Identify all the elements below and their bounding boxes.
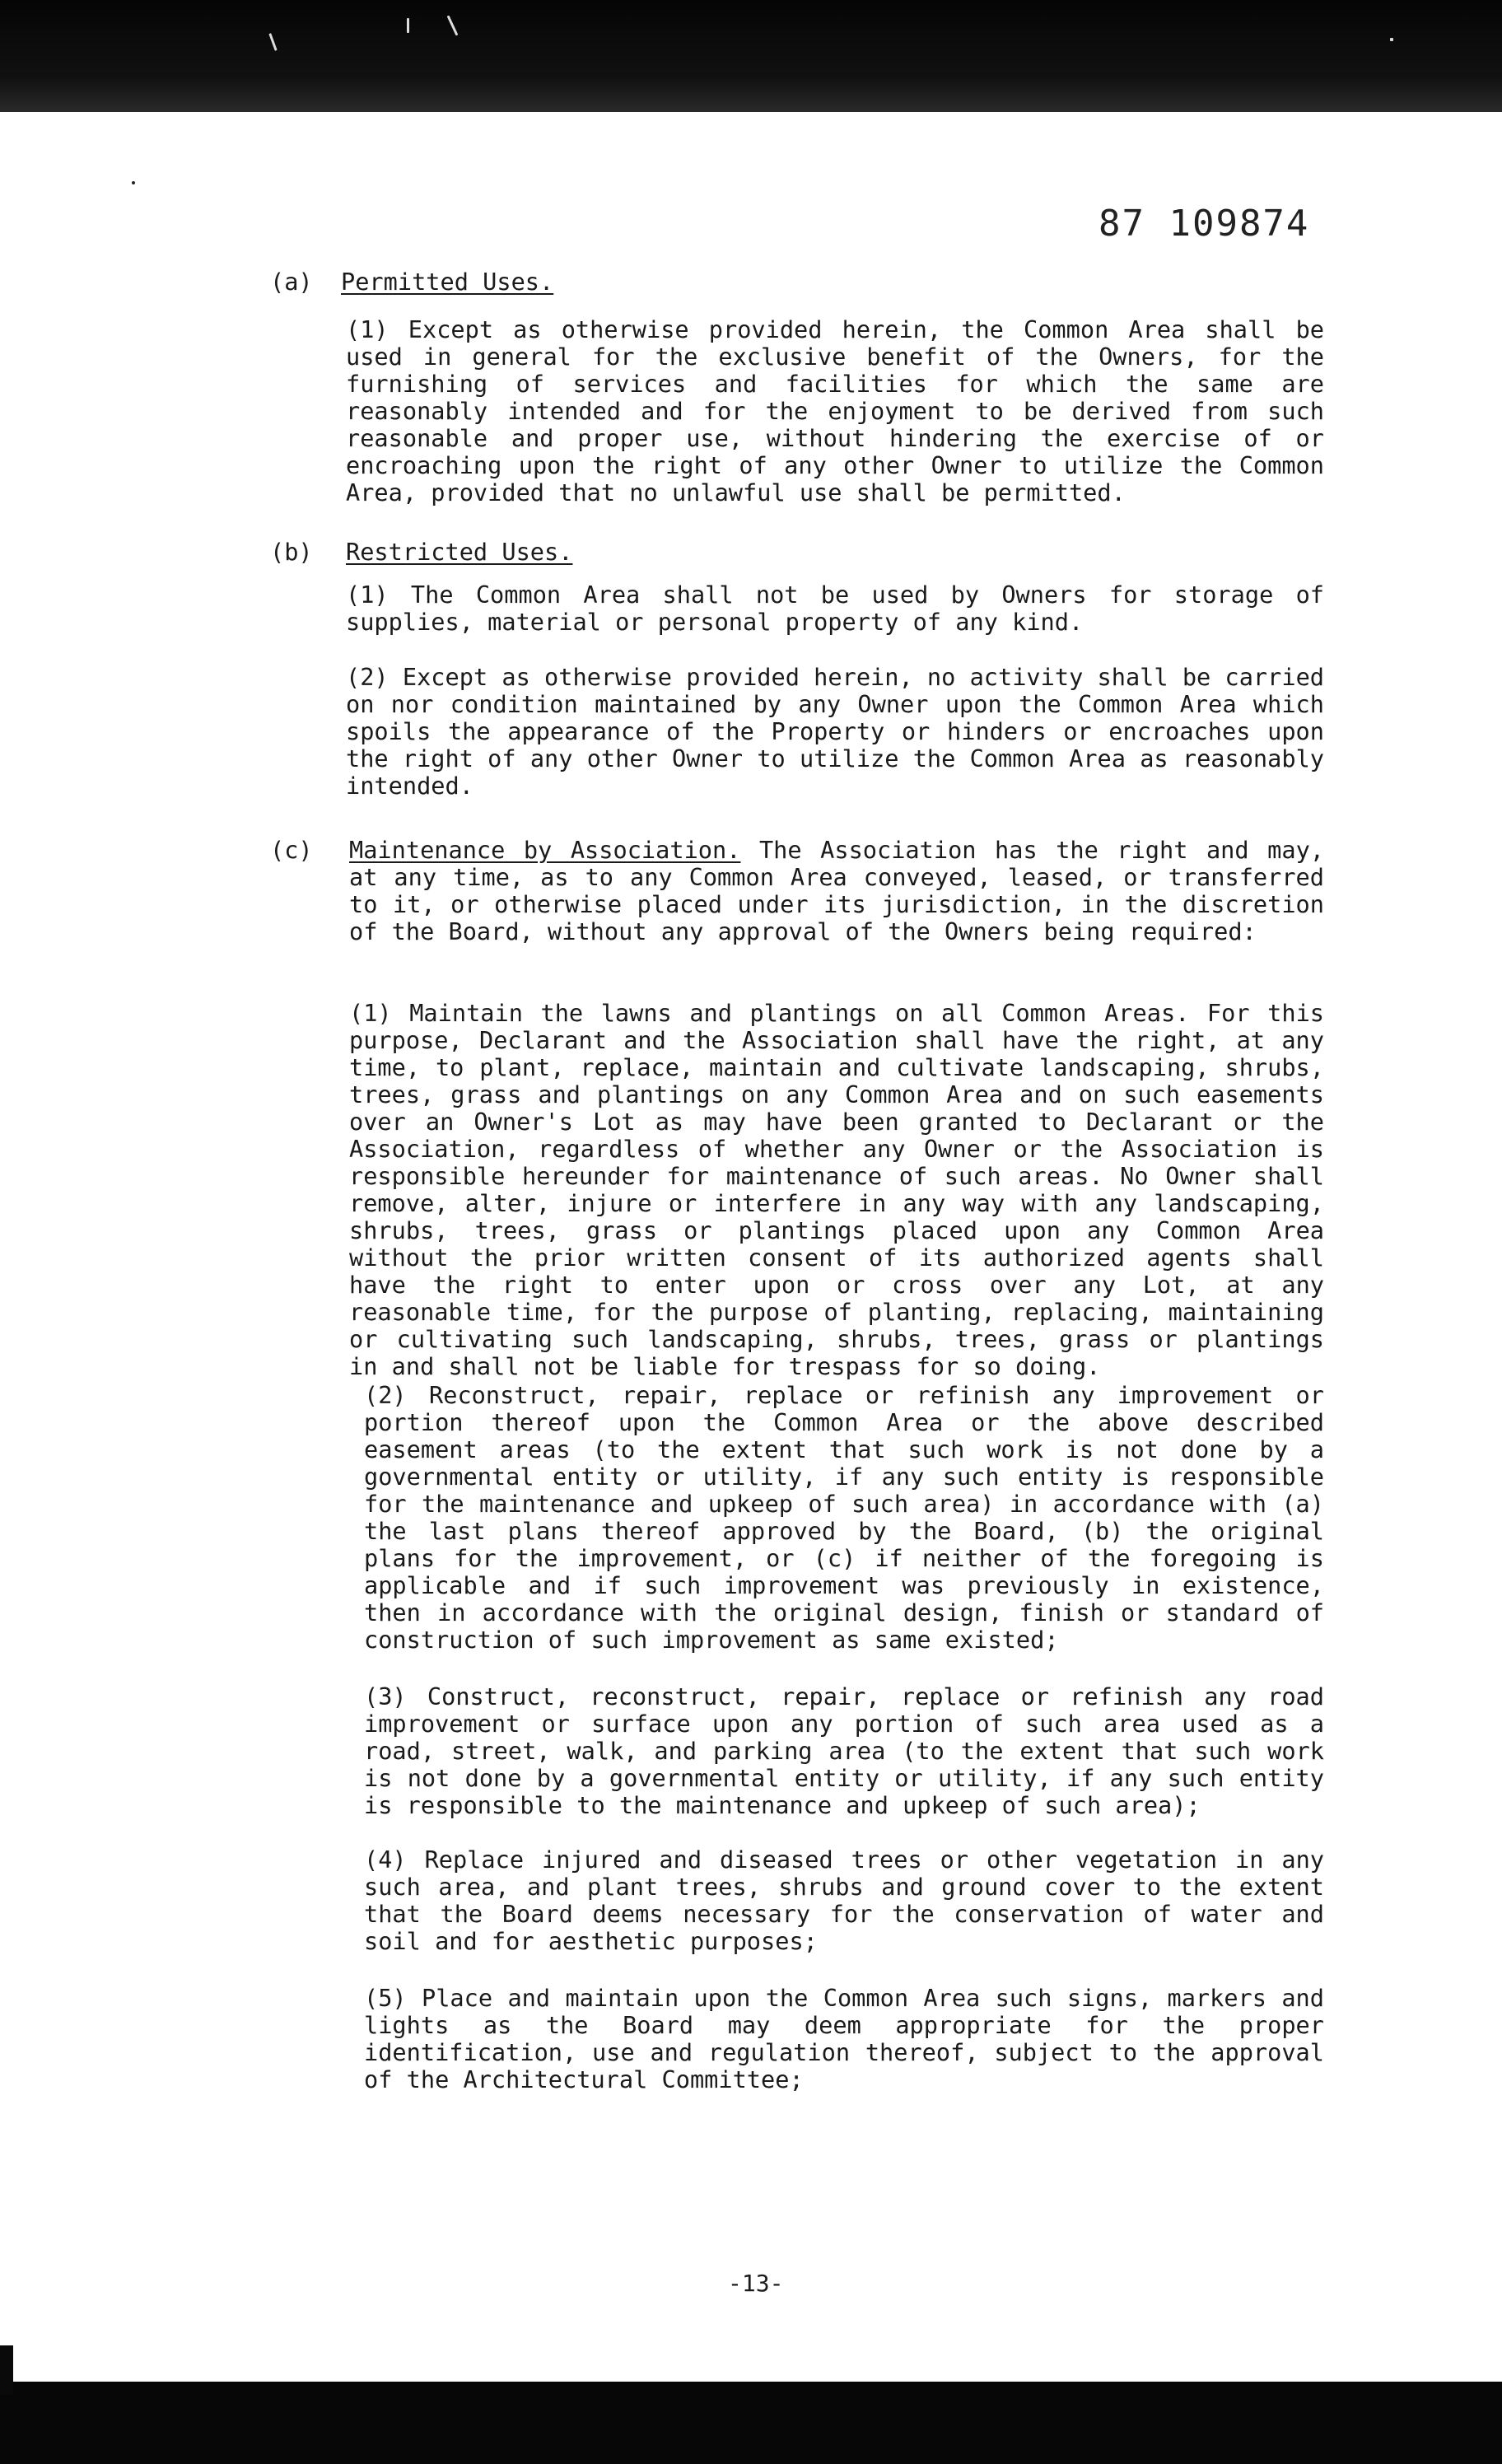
section-intro: The Association has the right and may, at any time, as to any Common Area conveyed, leased, or transferred to it, or otherwise placed under its jurisdiction, in the discretion of the Board, without any approval of the Owners being required:	[349, 836, 1324, 945]
section-heading: Permitted Uses.	[341, 268, 554, 296]
document-number: 87 109874	[1099, 203, 1310, 245]
scan-top-border	[0, 0, 1502, 112]
page-number: -13-	[728, 2270, 784, 2297]
scan-artifact	[407, 18, 409, 33]
scan-artifact	[1390, 38, 1393, 41]
section-paragraph: (4) Replace injured and diseased trees or other vegetation in any such area, and plant trees, shrubs and ground cover to the extent that the Board deems necessary for the conservation of water and soil and for aesthetic purposes;	[364, 1846, 1324, 1955]
section-label: (a)	[270, 268, 313, 296]
scan-artifact	[132, 181, 135, 184]
scan-edge-mark	[0, 2345, 13, 2395]
section-paragraph: (1) Except as otherwise provided herein, the Common Area shall be used in general for the exclusive benefit of the Owners, for the furnishing of services and facilities for which the same are reasonably intended and for the enjoyment to be derived from such reasonable and proper use, without hindering the exercise of or encroaching upon the right of any other Owner to utilize the Common Area, provided that no unlawful use shall be permitted.	[346, 315, 1324, 506]
section-paragraph: (3) Construct, reconstruct, repair, replace or refinish any road improvement or surface upon any portion of such area used as a road, street, walk, and parking area (to the extent that such work is not done by a governmental entity or utility, if any such entity is responsible to the maintenance and upkeep of such area);	[364, 1682, 1324, 1819]
section-paragraph: (2) Except as otherwise provided herein, no activity shall be carried on nor condition maintained by any Owner upon the Common Area which spoils the appearance of the Property or hinders or encroaches upon the right of any other Owner to utilize the Common Area as reasonably intended.	[346, 663, 1324, 800]
section-heading: Restricted Uses.	[346, 538, 573, 566]
section-paragraph: (1) Maintain the lawns and plantings on all Common Areas. For this purpose, Declarant and the Association shall have the right, at any time, to plant, replace, maintain and cultivate landscaping, shrubs, trees, grass and plantings on any Common Area and on such easements over an Owner's Lot as may have been granted to Declarant or the Association, regardless of whether any Owner or the Association is responsible hereunder for maintenance of such areas. No Owner shall remove, alter, injure or interfere in any way with any landscaping, shrubs, trees, grass or plantings placed upon any Common Area without the prior written consent of its authorized agents shall have the right to enter upon or cross over any Lot, at any reasonable time, for the purpose of planting, replacing, maintaining or cultivating such landscaping, shrubs, trees, grass or plantings in and shall not be liable for trespass for so doing.	[349, 999, 1324, 1380]
section-paragraph: (2) Reconstruct, repair, replace or refinish any improvement or portion thereof upon the Common Area or the above described easement areas (to the extent that such work is not done by a governmental entity or utility, if any such entity is responsible for the maintenance and upkeep of such area) in accordance with (a) the last plans thereof approved by the Board, (b) the original plans for the improvement, or (c) if neither of the foregoing is applicable and if such improvement was previously in existence, then in accordance with the original design, finish or standard of construction of such improvement as same existed;	[364, 1381, 1324, 1654]
section-paragraph	[349, 837, 1324, 945]
section-label: (c)	[270, 836, 313, 864]
section-heading: Maintenance by Association.	[349, 836, 741, 864]
section-paragraph: (5) Place and maintain upon the Common Area such signs, markers and lights as the Board may deem appropriate for the proper identification, use and regulation thereof, subject to the approval of the Architectural Committee;	[364, 1984, 1324, 2093]
section-paragraph: (1) The Common Area shall not be used by Owners for storage of supplies, material or personal property of any kind.	[346, 581, 1324, 636]
scan-bottom-border	[0, 2382, 1502, 2464]
section-label: (b)	[270, 538, 313, 566]
